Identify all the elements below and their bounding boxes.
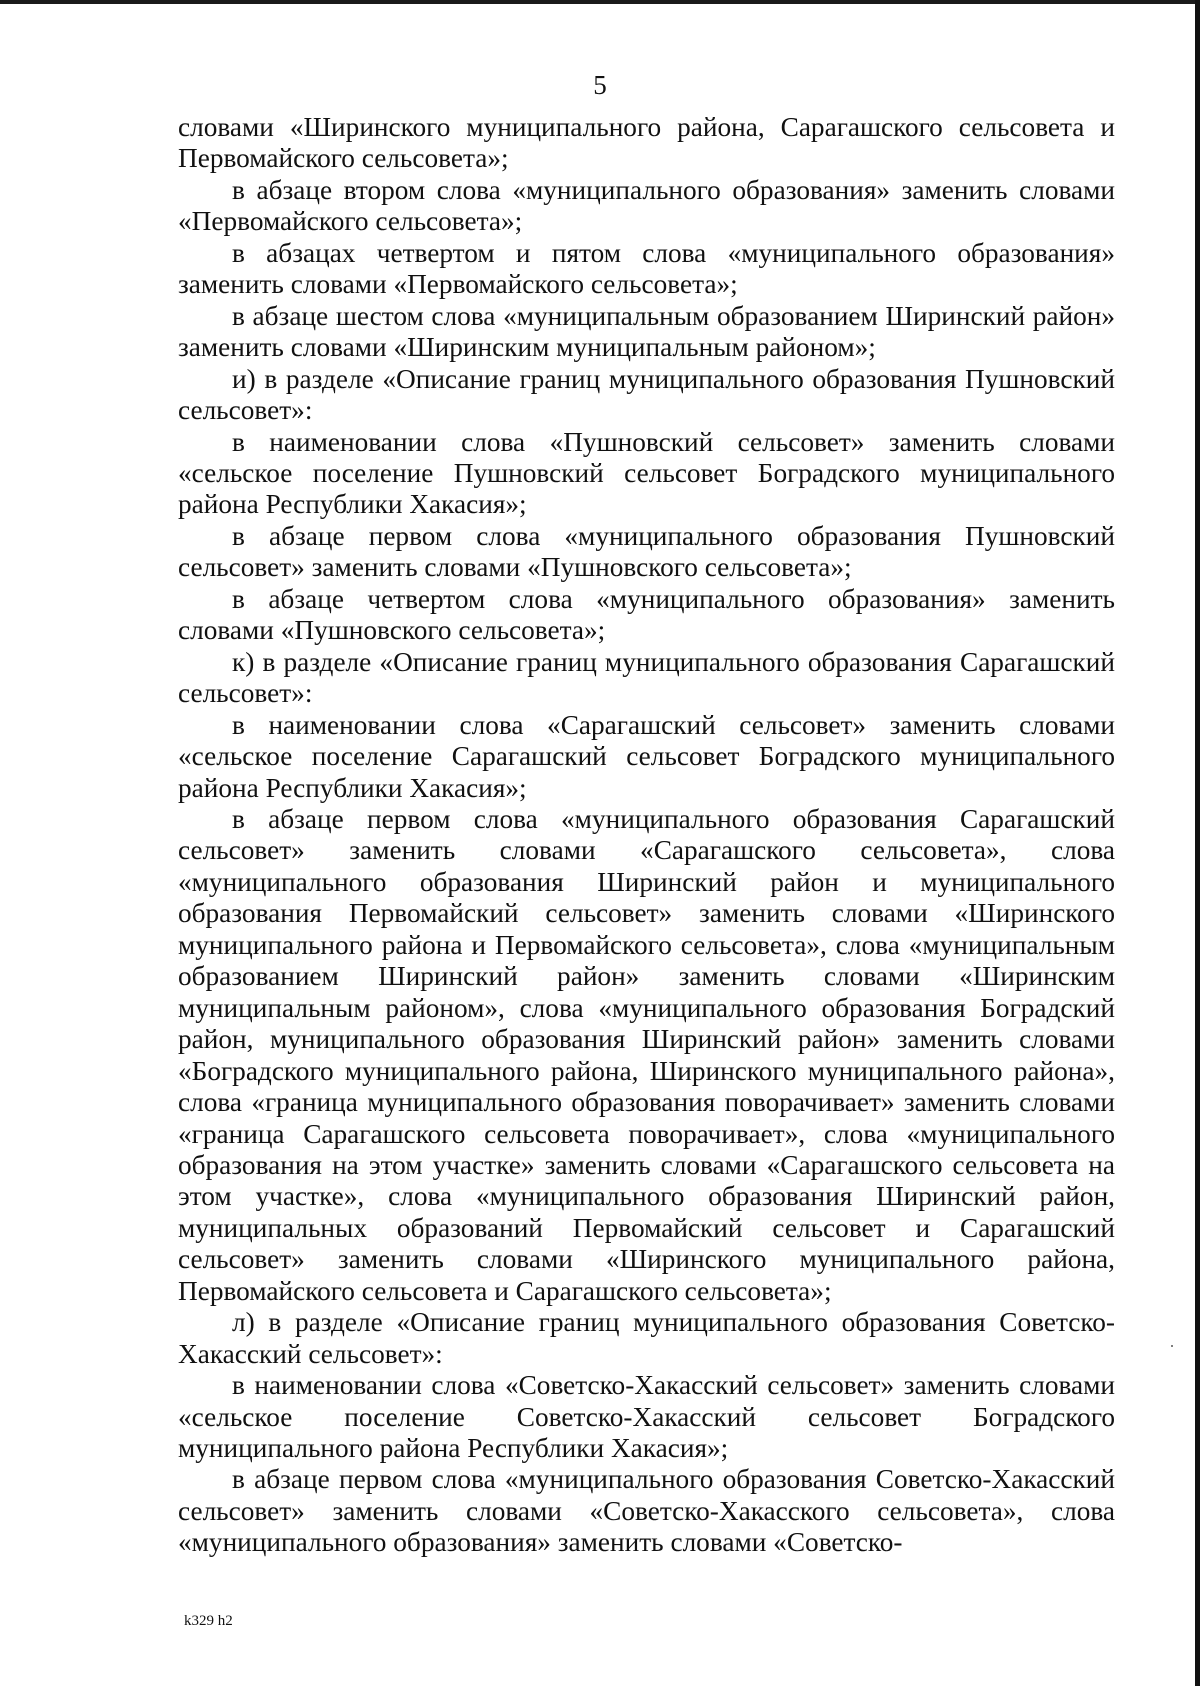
paragraph: в абзаце первом слова «муниципального образования Советско-Хакасский сельсовет» заменить словами «Советско-Хакасского сельсовета», слова «муниципального образования» заменить словами «Советско- — [178, 1464, 1115, 1558]
paragraph: в наименовании слова «Советско-Хакасский сельсовет» заменить словами «сельское поселение Советско-Хакасский сельсовет Боградского муниципального района Республики Хакасия»; — [178, 1370, 1115, 1464]
document-body — [178, 112, 1115, 1559]
paragraph: в абзаце шестом слова «муниципальным образованием Ширинский район» заменить словами «Ширинским муниципальным районом»; — [178, 300, 1115, 363]
scan-speck — [1171, 1345, 1173, 1347]
paragraph: в абзаце четвертом слова «муниципального образования» заменить словами «Пушновского сельсовета»; — [178, 583, 1115, 646]
paragraph: словами «Ширинского муниципального района, Сарагашского сельсовета и Первомайского сельсовета»; — [178, 112, 1115, 174]
paragraph: в наименовании слова «Сарагашский сельсовет» заменить словами «сельское поселение Сарагашский сельсовет Боградского муниципального района Республики Хакасия»; — [178, 709, 1115, 803]
scan-edge-top — [0, 0, 1200, 4]
paragraph: в абзаце втором слова «муниципального образования» заменить словами «Первомайского сельсовета»; — [178, 174, 1115, 237]
footer-document-code: k329 h2 — [184, 1613, 233, 1629]
paragraph: в абзаце первом слова «муниципального образования Сарагашский сельсовет» заменить словами «Сарагашского сельсовета», слова «муниципального образования Ширинский район и муниципального образования Первомайский сельсовет» заменить словами «Ширинского муниципального района и Первомайского сельсовета», слова «муниципальным образованием Ширинский район» заменить словами «Ширинским муниципальным районом», слова «муниципального образования Боградский район, муниципального образования Ширинский район» заменить словами «Боградского муниципального района, Ширинского муниципального района», слова «граница муниципального образования поворачивает» заменить словами «граница Сарагашского сельсовета поворачивает», слова «муниципального образования на этом участке» заменить словами «Сарагашского сельсовета на этом участке», слова «муниципального образования Ширинский район, муниципальных образований Первомайский сельсовет и Сарагашский сельсовет» заменить словами «Ширинского муниципального района, Первомайского сельсовета и Сарагашского сельсовета»; — [178, 803, 1115, 1306]
paragraph: в наименовании слова «Пушновский сельсовет» заменить словами «сельское поселение Пушновский сельсовет Боградского муниципального района Республики Хакасия»; — [178, 426, 1115, 520]
paragraph: в абзацах четвертом и пятом слова «муниципального образования» заменить словами «Первомайского сельсовета»; — [178, 237, 1115, 300]
section-item-k: к) в разделе «Описание границ муниципального образования Сарагашский сельсовет»: — [178, 646, 1115, 709]
section-item-l: л) в разделе «Описание границ муниципального образования Советско-Хакасский сельсовет»: — [178, 1307, 1115, 1369]
scan-edge-right — [1195, 0, 1200, 1686]
paragraph: в абзаце первом слова «муниципального образования Пушновский сельсовет» заменить словами «Пушновского сельсовета»; — [178, 520, 1115, 583]
section-item-i: и) в разделе «Описание границ муниципального образования Пушновский сельсовет»: — [178, 363, 1115, 426]
page-number: 5 — [593, 70, 607, 100]
